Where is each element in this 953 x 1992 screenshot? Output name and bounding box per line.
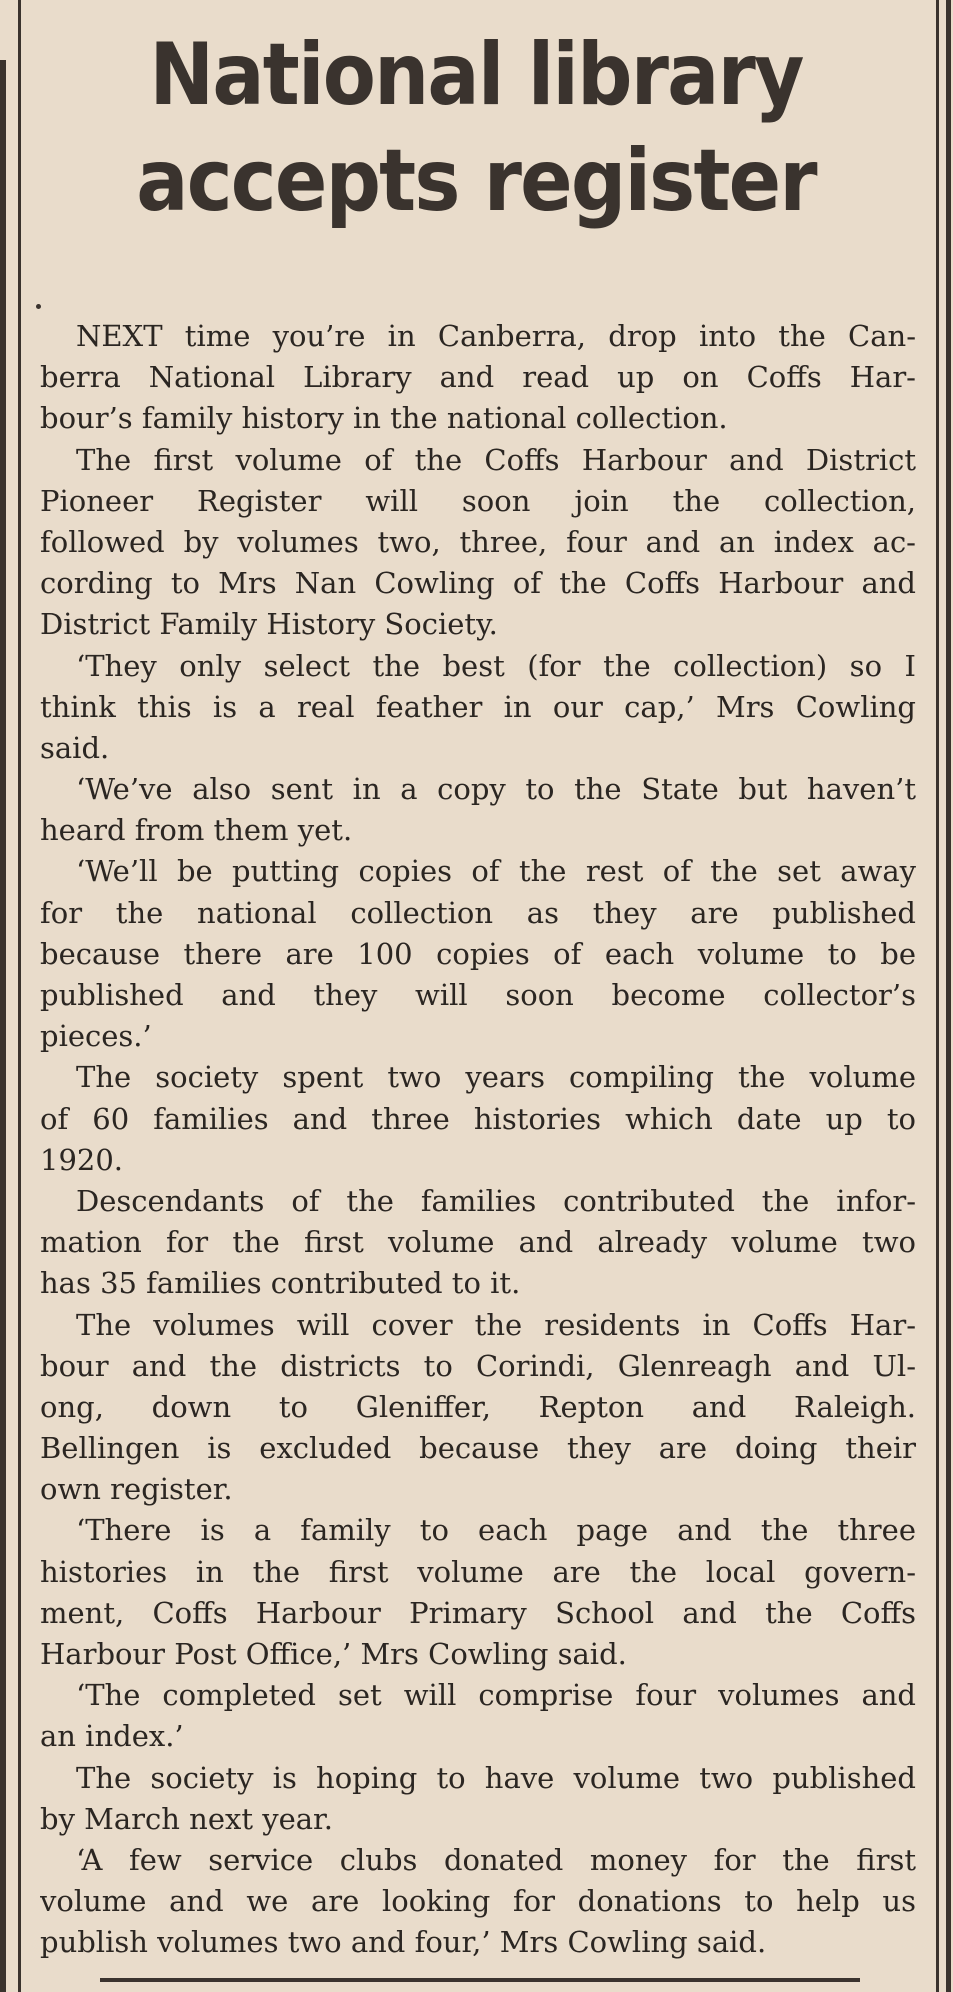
headline: [80, 22, 872, 234]
article-paragraph: [40, 1675, 916, 1757]
article-line: The society spent two years compiling the volume: [76, 1060, 916, 1095]
article-line: ‘There is a family to each page and the three: [76, 1513, 916, 1548]
article-line: followed by volumes two, three, four and an index ac-: [40, 524, 916, 559]
right-outer-column-rule: [946, 0, 951, 1992]
headline-line-2: accepts register: [136, 131, 816, 231]
article-line: Descendants of the families contributed the infor-: [76, 1183, 916, 1218]
article-paragraph: [40, 646, 916, 770]
left-column-rule: [18, 0, 21, 1992]
article-line: Bellingen is excluded because they are doing their: [40, 1431, 916, 1466]
left-outer-column-rule: [0, 60, 6, 1992]
article-line: ‘A few service clubs donated money for the first: [76, 1842, 916, 1877]
article-line: NEXT time you’re in Canberra, drop into the Can-: [76, 319, 916, 353]
article-line: for the national collection as they are published: [40, 895, 916, 930]
article-line: Pioneer Register will soon join the collection,: [40, 483, 916, 518]
article-line: ment, Coffs Harbour Primary School and the Coffs: [40, 1595, 916, 1630]
article-paragraph: [40, 1057, 916, 1181]
article-line: berra National Library and read up on Coffs Har-: [40, 360, 916, 395]
article-line: own register.: [40, 1472, 233, 1507]
article-line: bour and the districts to Corindi, Glenreagh and Ul-: [40, 1348, 916, 1383]
article-line: The volumes will cover the residents in Coffs Har-: [76, 1307, 916, 1342]
article-line: ong, down to Gleniffer, Repton and Raleigh.: [40, 1389, 916, 1424]
article-line: bour’s family history in the national collection.: [40, 401, 728, 436]
article-line: mation for the first volume and already volume two: [40, 1225, 916, 1260]
article-body: [40, 316, 916, 1964]
article-line: histories in the first volume are the local govern-: [40, 1554, 916, 1589]
article-line: published and they will soon become collector’s: [40, 978, 916, 1012]
article-line: Harbour Post Office,’ Mrs Cowling said.: [40, 1637, 627, 1671]
article-paragraph: [40, 769, 916, 851]
article-line: ‘They only select the best (for the collection) so I: [76, 648, 916, 683]
article-line: because there are 100 copies of each volume to be: [40, 936, 916, 971]
article-line: 1920.: [40, 1142, 124, 1177]
article-line: by March next year.: [40, 1801, 333, 1836]
article-paragraph: [40, 851, 916, 1057]
article-line: of 60 families and three histories which date up to: [40, 1101, 916, 1136]
article-line: think this is a real feather in our cap,’ Mrs Cowling: [40, 689, 916, 724]
bottom-rule: [100, 1978, 860, 1982]
article-line: The society is hoping to have volume two published: [76, 1760, 916, 1795]
article-paragraph: [40, 1181, 916, 1305]
article-paragraph: [40, 1758, 916, 1840]
article-line: volume and we are looking for donations to help us: [40, 1884, 916, 1919]
article-line: ‘We’ve also sent in a copy to the State but haven’t: [76, 772, 916, 807]
article-paragraph: [40, 1840, 916, 1964]
article-paragraph: [40, 440, 916, 646]
article-paragraph: [40, 316, 916, 440]
headline-line-1: National library: [149, 25, 803, 125]
article-line: has 35 families contributed to it.: [40, 1266, 521, 1301]
article-paragraph: [40, 1305, 916, 1511]
article-line: ‘The completed set will comprise four volumes and: [76, 1678, 916, 1713]
right-column-rule: [936, 0, 939, 1992]
article-line: District Family History Society.: [40, 607, 498, 642]
article-paragraph: [40, 1510, 916, 1675]
article-line: ‘We’ll be putting copies of the rest of the set away: [76, 854, 916, 889]
article-line: heard from them yet.: [40, 813, 353, 848]
article-line: an index.’: [40, 1719, 184, 1754]
bullet-dot: [36, 304, 41, 309]
article-line: cording to Mrs Nan Cowling of the Coffs Harbour and: [40, 566, 916, 601]
article-line: said.: [40, 730, 110, 765]
article-line: publish volumes two and four,’ Mrs Cowling said.: [40, 1925, 767, 1960]
article-line: The first volume of the Coffs Harbour and District: [76, 442, 916, 477]
article-line: pieces.’: [40, 1019, 152, 1054]
